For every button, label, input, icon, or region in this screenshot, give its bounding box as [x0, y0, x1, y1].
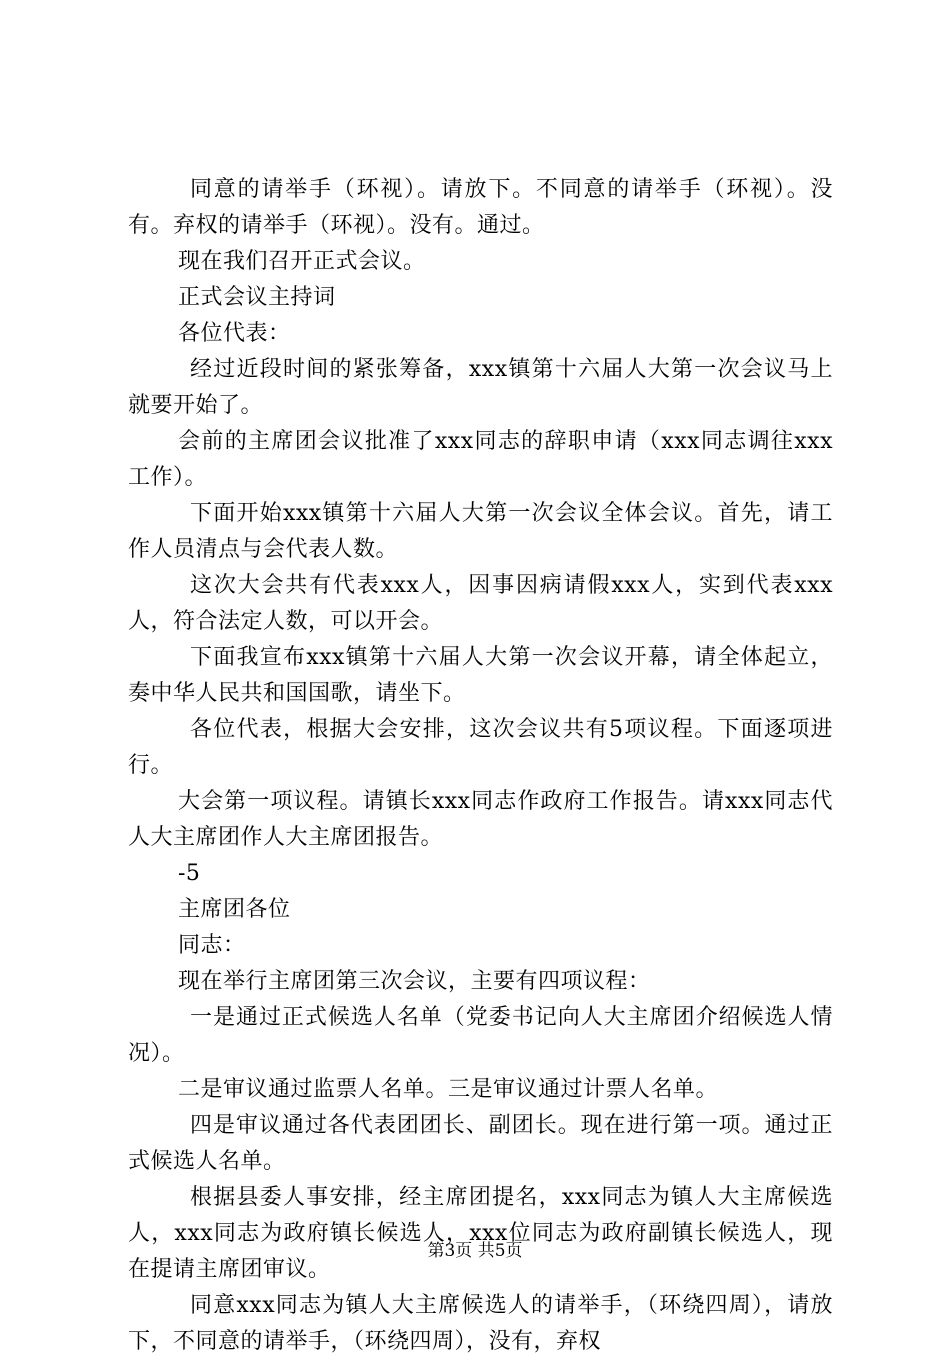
document-body: [128, 172, 833, 1360]
salutation: 各位代表：: [178, 321, 291, 346]
paragraph: 四是审议通过各代表团团长、副团长。现在进行第一项。通过正式候选人名单。: [128, 1113, 833, 1174]
paragraph: 根据县委人事安排，经主席团提名，xxx同志为镇人大主席候选人，xxx同志为政府镇长候选人，xxx位同志为政府副镇长候选人，现在提请主席团审议。: [128, 1185, 833, 1282]
paragraph: 现在我们召开正式会议。: [178, 249, 426, 274]
page-marker: -5: [178, 861, 201, 886]
salutation: 主席团各位: [178, 897, 291, 922]
paragraph: 各位代表，根据大会安排，这次会议共有5项议程。下面逐项进行。: [128, 717, 833, 778]
paragraph: 同意的请举手（环视）。请放下。不同意的请举手（环视）。没有。弃权的请举手（环视）。没有。通过。: [128, 177, 833, 238]
paragraph: 大会第一项议程。请镇长xxx同志作政府工作报告。请xxx同志代人大主席团作人大主席团报告。: [128, 789, 833, 850]
paragraph: 二是审议通过监票人名单。三是审议通过计票人名单。: [178, 1077, 719, 1102]
paragraph: 这次大会共有代表xxx人，因事因病请假xxx人，实到代表xxx人，符合法定人数，可以开会。: [128, 573, 833, 634]
paragraph: 一是通过正式候选人名单（党委书记向人大主席团介绍候选人情况）。: [128, 1005, 833, 1066]
paragraph: 现在举行主席团第三次会议，主要有四项议程：: [178, 969, 651, 994]
salutation: 同志：: [178, 933, 246, 958]
paragraph: 下面我宣布xxx镇第十六届人大第一次会议开幕，请全体起立，奏中华人民共和国国歌，请坐下。: [128, 645, 833, 706]
page-number-footer: 第3页 共5页: [427, 1241, 523, 1261]
paragraph: 同意xxx同志为镇人大主席候选人的请举手，（环绕四周），请放下，不同意的请举手，（环绕四周），没有，弃权: [128, 1293, 833, 1354]
section-heading: 正式会议主持词: [178, 285, 336, 310]
paragraph: 经过近段时间的紧张筹备，xxx镇第十六届人大第一次会议马上就要开始了。: [128, 357, 833, 418]
paragraph: 会前的主席团会议批准了xxx同志的辞职申请（xxx同志调往xxx工作）。: [128, 429, 833, 490]
paragraph: 下面开始xxx镇第十六届人大第一次会议全体会议。首先，请工作人员清点与会代表人数。: [128, 501, 833, 562]
